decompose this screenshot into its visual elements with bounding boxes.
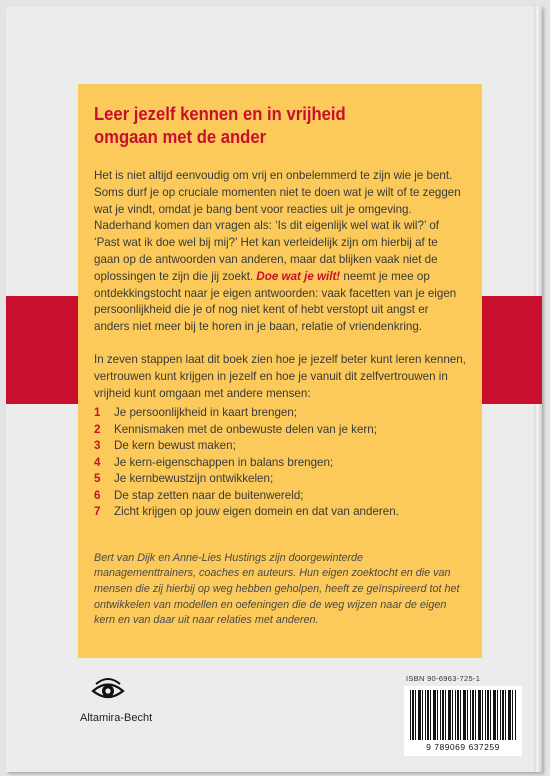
author-bio: Bert van Dijk en Anne-Lies Hustings zijn doorgewinterde managementtrainers, coaches en auteurs. Hun eigen zoektocht en die van mensen die zij hierbij op weg hebben geholpen, heeft ze geïnspireerd tot het ontwikkelen van modellen en oefeningen die de weg wijzen naar de eigen kern en van daar uit naar relaties met anderen. (94, 551, 460, 627)
intro-text-b: neemt je mee op ontdekkingstocht naar je eigen antwoorden: vaak facetten van je eigen persoonlijkheid die je of nog niet kent of hebt verstopt uit angst er anders niet meer bij te horen in je baan, relatie of vriendenkring. (94, 269, 457, 334)
step-text: Je kern-eigenschappen in balans brengen; (114, 455, 334, 469)
list-item (94, 405, 466, 422)
step-number: 5 (94, 472, 101, 486)
steps-list (94, 405, 466, 521)
book-back-cover (6, 6, 542, 772)
step-number: 4 (94, 455, 101, 469)
steps-intro-paragraph: In zeven stappen laat dit boek zien hoe je jezelf beter kunt leren kennen, vertrouwen kunt krijgen in jezelf en hoe je vanuit dit zelfvertrouwen in vrijheid kunt omgaan met andere mensen: (94, 352, 466, 400)
step-number: 7 (94, 505, 101, 519)
barcode (404, 686, 522, 756)
step-number: 3 (94, 439, 101, 453)
list-item (94, 504, 466, 521)
list-item (94, 455, 466, 472)
step-text: De stap zetten naar de buitenwereld; (114, 488, 304, 502)
step-text: De kern bewust maken; (114, 439, 236, 453)
intro-text-a: Het is niet altijd eenvoudig om vrij en onbelemmerd te zijn wie je bent. Soms durf je op cruciale momenten niet te doen wat je wilt of te zeggen wat je vindt, omdat je bang bent voor reacties uit je omgeving. Naderhand komen dan vragen als: ‘Is dit eigenlijk wel wat ik wil?’ of ‘Past wat ik doe wel bij mij?’ Het kan verleidelijk zijn om hierbij af te gaan op de antwoorden van anderen, maar dat blijken vaak niet de oplossingen te zijn die jij zoekt. (94, 169, 461, 283)
headline-line-2: omgaan met de ander (94, 126, 267, 147)
publisher-eye-icon (90, 672, 126, 708)
list-item (94, 422, 466, 439)
isbn-label: ISBN 90-6963-725-1 (406, 674, 481, 683)
headline-line-1: Leer jezelf kennen en in vrijheid (94, 103, 346, 124)
list-item (94, 438, 466, 455)
barcode-bars (410, 690, 516, 740)
step-number: 2 (94, 422, 101, 436)
list-item (94, 471, 466, 488)
book-title-emphasis: Doe wat je wilt! (256, 269, 341, 283)
step-text: Je persoonlijkheid in kaart brengen; (114, 406, 298, 420)
publisher-name: Altamira-Becht (80, 712, 153, 724)
headline (94, 102, 466, 148)
step-text: Je kernbewustzijn ontwikkelen; (114, 472, 274, 486)
text-panel (78, 84, 482, 658)
intro-paragraph (94, 168, 466, 336)
step-number: 6 (94, 488, 101, 502)
list-item (94, 488, 466, 505)
step-number: 1 (94, 406, 101, 420)
barcode-digits: 9 789069 637259 (426, 742, 500, 752)
step-text: Zicht krijgen op jouw eigen domein en dat van anderen. (114, 505, 399, 519)
step-text: Kennismaken met de onbewuste delen van je kern; (114, 422, 377, 436)
